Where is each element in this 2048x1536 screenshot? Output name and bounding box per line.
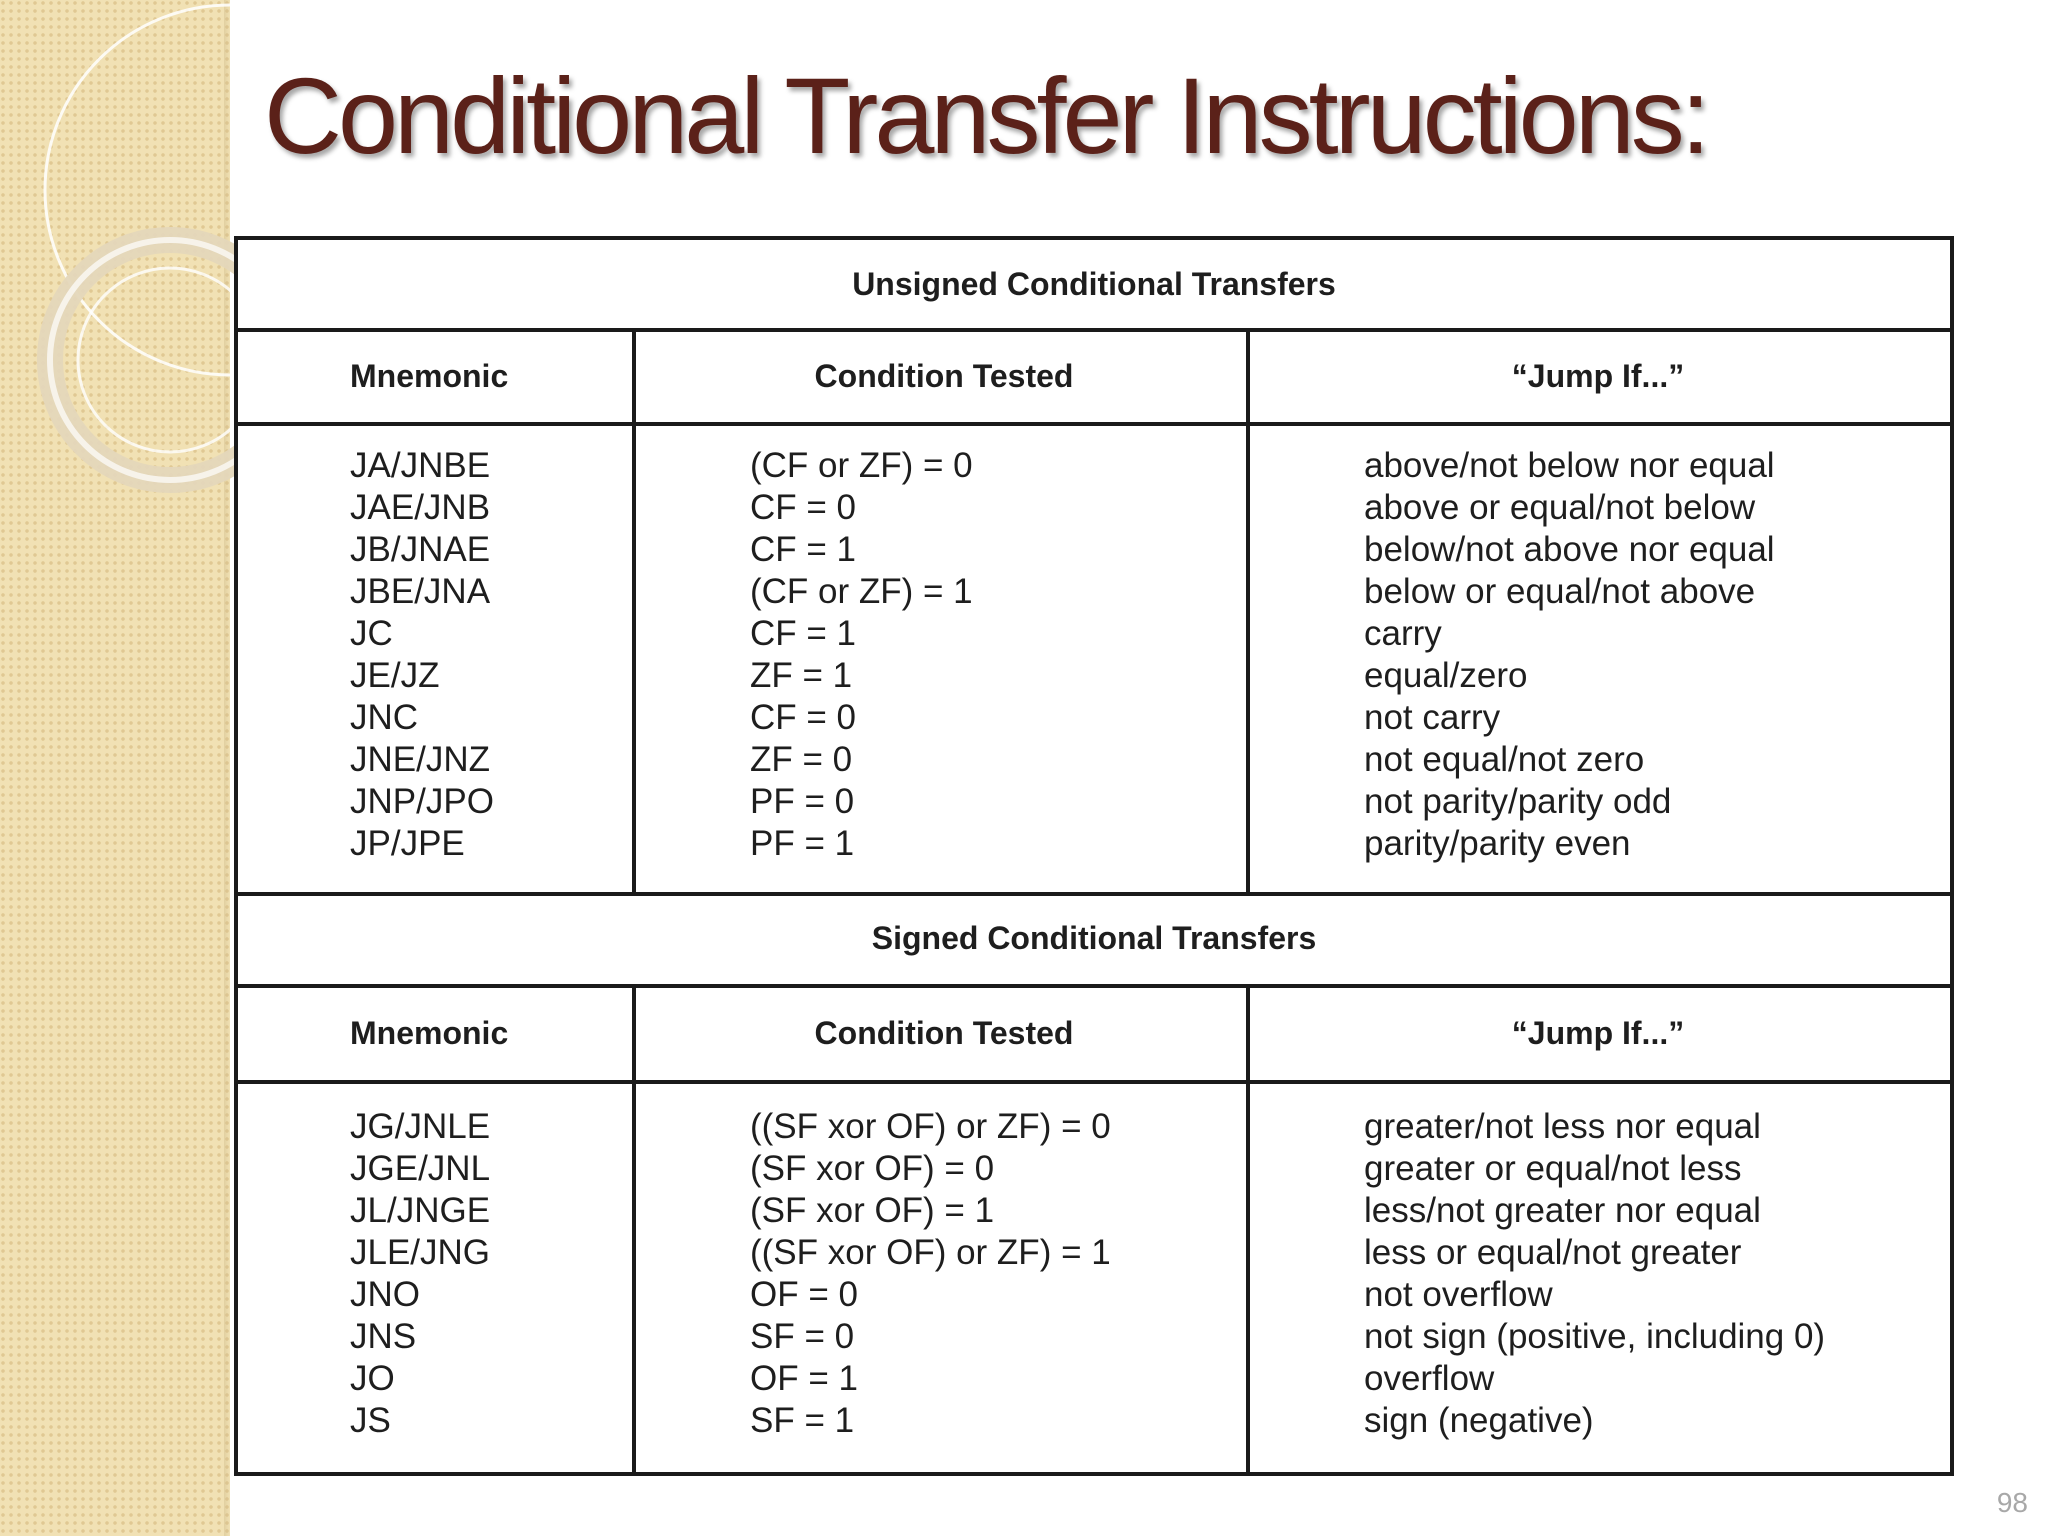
column-divider	[632, 328, 636, 892]
signed-mnemonic-header: Mnemonic	[350, 1015, 509, 1051]
signed-condition-column	[750, 1106, 1111, 1442]
table-cell: greater/not less nor equal	[1364, 1107, 1761, 1146]
table-cell: not equal/not zero	[1364, 740, 1645, 779]
table-cell: not sign (positive, including 0)	[1364, 1317, 1826, 1356]
table-cell: carry	[1364, 614, 1442, 653]
table-cell: JL/JNGE	[350, 1191, 491, 1230]
table-cell: OF = 0	[750, 1275, 858, 1314]
table-cell: JO	[350, 1359, 395, 1398]
table-cell: JAE/JNB	[350, 488, 491, 527]
divider	[238, 1080, 1950, 1084]
table-cell: (SF xor OF) = 0	[750, 1149, 995, 1188]
divider	[238, 328, 1950, 332]
table-cell: JA/JNBE	[350, 446, 491, 485]
page-number: 98	[1996, 1487, 2028, 1518]
unsigned-jump-if-column	[1364, 445, 1775, 865]
table-cell: ZF = 1	[750, 656, 853, 695]
unsigned-condition-header: Condition Tested	[814, 358, 1074, 394]
table-cell: (SF xor OF) = 1	[750, 1191, 995, 1230]
unsigned-section-heading: Unsigned Conditional Transfers	[852, 266, 1336, 302]
table-cell: ZF = 0	[750, 740, 853, 779]
table-cell: JS	[350, 1401, 391, 1440]
table-cell: JNO	[350, 1275, 420, 1314]
table-cell: JC	[350, 614, 393, 653]
column-divider	[1246, 328, 1250, 892]
table-cell: (CF or ZF) = 1	[750, 572, 973, 611]
table-cell: not overflow	[1364, 1275, 1553, 1314]
table-cell: ((SF xor OF) or ZF) = 1	[750, 1233, 1111, 1272]
slide-title: Conditional Transfer Instructions:	[264, 55, 1707, 176]
table-cell: JNS	[350, 1317, 417, 1356]
table-cell: above or equal/not below	[1364, 488, 1756, 527]
table-cell: JGE/JNL	[350, 1149, 491, 1188]
table-cell: less or equal/not greater	[1364, 1233, 1742, 1272]
divider	[238, 984, 1950, 988]
table-cell: overflow	[1364, 1359, 1495, 1398]
table-cell: less/not greater nor equal	[1364, 1191, 1761, 1230]
unsigned-jump-if-header: “Jump If...”	[1511, 358, 1685, 394]
column-divider	[1246, 984, 1250, 1476]
table-cell: ((SF xor OF) or ZF) = 0	[750, 1107, 1111, 1146]
table-cell: CF = 0	[750, 698, 857, 737]
table-cell: CF = 1	[750, 530, 857, 569]
table-cell: sign (negative)	[1364, 1401, 1594, 1440]
table-cell: JB/JNAE	[350, 530, 491, 569]
table-cell: JBE/JNA	[350, 572, 491, 611]
table-cell: SF = 1	[750, 1401, 855, 1440]
table-cell: JNE/JNZ	[350, 740, 490, 779]
table-cell: JNC	[350, 698, 419, 737]
table-cell: CF = 1	[750, 614, 857, 653]
signed-condition-header: Condition Tested	[814, 1015, 1074, 1051]
table-cell: below or equal/not above	[1364, 572, 1756, 611]
table-cell: below/not above nor equal	[1364, 530, 1775, 569]
table-cell: greater or equal/not less	[1364, 1149, 1742, 1188]
table-cell: JLE/JNG	[350, 1233, 491, 1272]
table-cell: CF = 0	[750, 488, 857, 527]
table-cell: JG/JNLE	[350, 1107, 491, 1146]
table-cell: SF = 0	[750, 1317, 855, 1356]
table-cell: above/not below nor equal	[1364, 446, 1775, 485]
unsigned-mnemonic-header: Mnemonic	[350, 358, 509, 394]
table-cell: JE/JZ	[350, 656, 440, 695]
signed-jump-if-column	[1364, 1106, 1825, 1442]
signed-section-heading: Signed Conditional Transfers	[871, 920, 1317, 956]
table-cell: (CF or ZF) = 0	[750, 446, 973, 485]
table-cell: equal/zero	[1364, 656, 1528, 695]
unsigned-condition-column	[750, 445, 973, 865]
table-cell: PF = 1	[750, 824, 855, 863]
signed-jump-if-header: “Jump If...”	[1511, 1015, 1685, 1051]
decorative-rings	[0, 0, 260, 520]
table-cell: not carry	[1364, 698, 1501, 737]
table-cell: PF = 0	[750, 782, 855, 821]
table-cell: parity/parity even	[1364, 824, 1631, 863]
conditional-transfer-table	[234, 236, 1954, 1476]
signed-mnemonic-column	[350, 1106, 490, 1442]
table-cell: JNP/JPO	[350, 782, 494, 821]
table-cell: OF = 1	[750, 1359, 858, 1398]
divider	[238, 892, 1950, 896]
table-cell: not parity/parity odd	[1364, 782, 1672, 821]
table-cell: JP/JPE	[350, 824, 465, 863]
unsigned-mnemonic-column	[350, 445, 494, 865]
divider	[238, 422, 1950, 426]
column-divider	[632, 984, 636, 1476]
